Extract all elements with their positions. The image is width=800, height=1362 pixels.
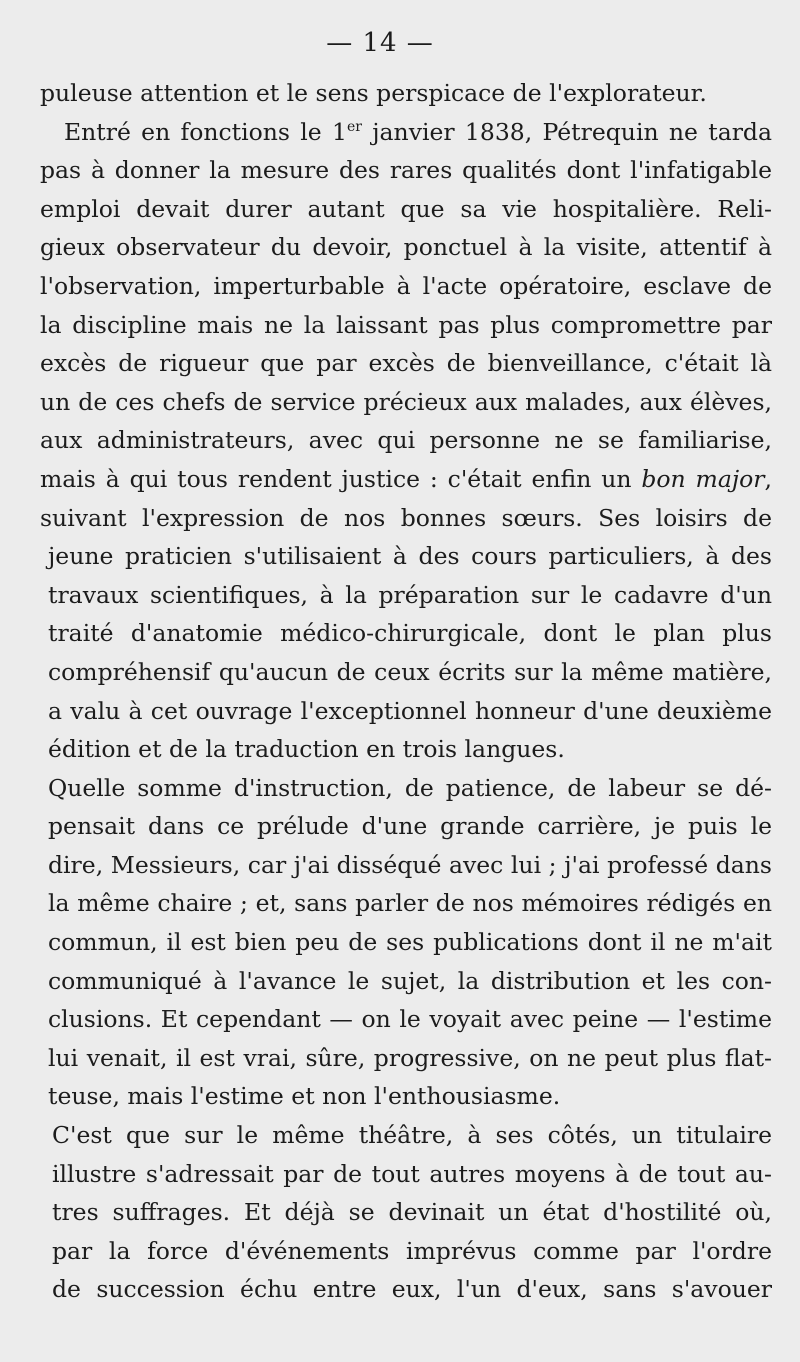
body-text xyxy=(40,74,772,1309)
text-line: a valu à cet ouvrage l'exceptionnel honneur d'une deuxième xyxy=(48,696,772,725)
text-line: édition et de la traduction en trois langues. xyxy=(48,735,565,764)
text-line: de succession échu entre eux, l'un d'eux, sans s'avouer xyxy=(52,1275,772,1304)
text-line: travaux scientifiques, à la préparation sur le cadavre d'un xyxy=(48,580,772,609)
text-line: Entré en fonctions le 1er janvier 1838, Pétrequin ne tarda xyxy=(64,117,772,146)
text-line: Quelle somme d'instruction, de patience, de labeur se dé- xyxy=(48,773,772,802)
text-line: teuse, mais l'estime et non l'enthousiasme. xyxy=(48,1082,561,1111)
text-line: C'est que sur le même théâtre, à ses côtés, un titulaire xyxy=(52,1121,772,1150)
text-line: gieux observateur du devoir, ponctuel à la visite, attentif à xyxy=(40,233,772,262)
text-line: tres suffrages. Et déjà se devinait un état d'hostilité où, xyxy=(52,1198,772,1227)
text-line: la discipline mais ne la laissant pas plus compromettre par xyxy=(40,310,772,339)
text-line: suivant l'expression de nos bonnes sœurs. Ses loisirs de xyxy=(40,503,772,532)
text-line: traité d'anatomie médico-chirurgicale, dont le plan plus xyxy=(48,619,772,648)
text-line: lui venait, il est vrai, sûre, progressive, on ne peut plus flat- xyxy=(48,1043,772,1072)
text-line: la même chaire ; et, sans parler de nos mémoires rédigés en xyxy=(48,889,772,918)
text-line: mais à qui tous rendent justice : c'était enfin un bon major, xyxy=(40,464,772,493)
text-line: aux administrateurs, avec qui personne ne se familiarise, xyxy=(40,426,772,455)
text-line: l'observation, imperturbable à l'acte opératoire, esclave de xyxy=(40,271,772,300)
text-line: puleuse attention et le sens perspicace de l'explorateur. xyxy=(40,79,707,107)
text-line: par la force d'événements imprévus comme par l'ordre xyxy=(52,1236,772,1265)
text-line: jeune praticien s'utilisaient à des cours particuliers, à des xyxy=(48,542,772,571)
text-line: emploi devait durer autant que sa vie hospitalière. Reli- xyxy=(40,194,772,223)
text-line: pensait dans ce prélude d'une grande carrière, je puis le xyxy=(48,812,772,841)
text-line: excès de rigueur que par excès de bienveillance, c'était là xyxy=(40,349,772,378)
text-line: un de ces chefs de service précieux aux malades, aux élèves, xyxy=(40,387,772,416)
text-line: clusions. Et cependant — on le voyait avec peine — l'estime xyxy=(48,1005,772,1034)
text-line: illustre s'adressait par de tout autres moyens à de tout au- xyxy=(52,1159,772,1188)
text-line: commun, il est bien peu de ses publications dont il ne m'ait xyxy=(48,928,772,957)
page-number: — 14 — xyxy=(326,28,434,58)
text-line: communiqué à l'avance le sujet, la distribution et les con- xyxy=(48,966,772,995)
text-line: dire, Messieurs, car j'ai disséqué avec lui ; j'ai professé dans xyxy=(48,850,772,879)
text-line: pas à donner la mesure des rares qualités dont l'infatigable xyxy=(40,156,772,185)
text-line: compréhensif qu'aucun de ceux écrits sur la même matière, xyxy=(48,657,772,686)
